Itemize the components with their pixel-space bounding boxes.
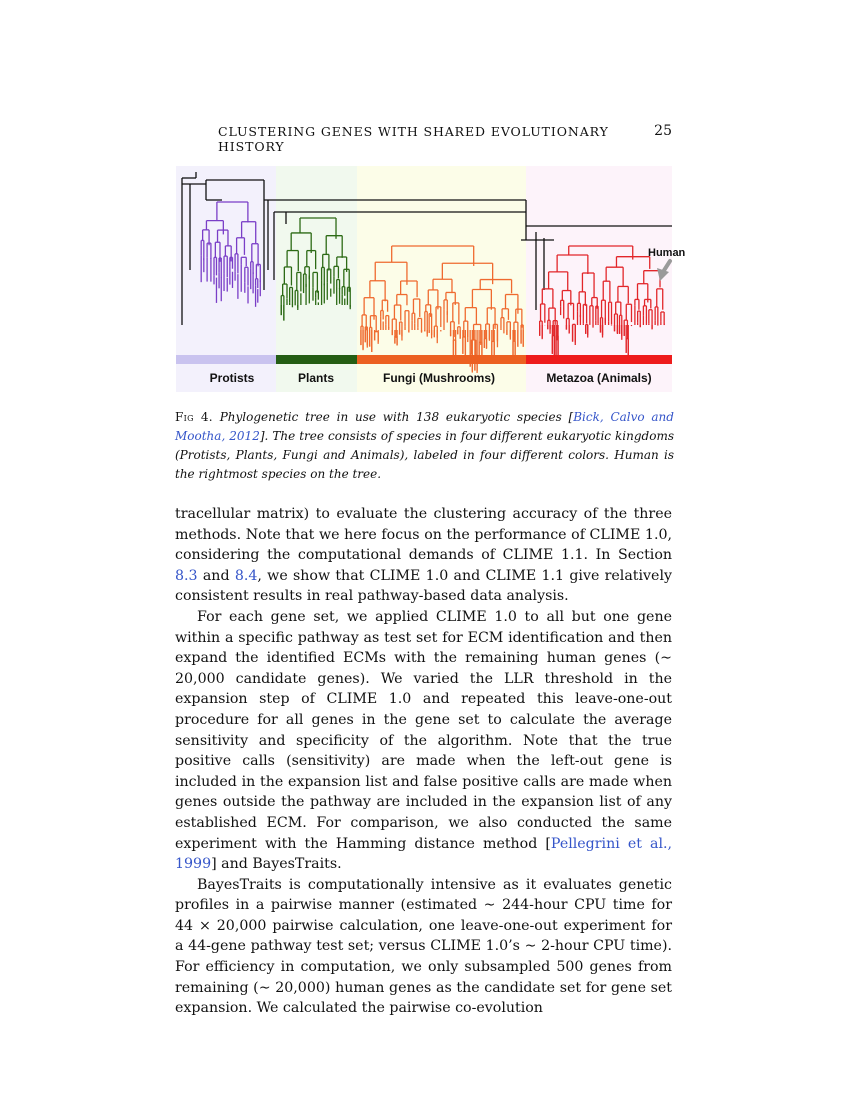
p1-text-a: tracellular matrix) to evaluate the clustering accuracy of the three methods. Note that we here focus on the performance of CLIME 1.0, considering the computational demands of CLIME 1.1. In Section (175, 506, 672, 564)
figure-caption (175, 408, 674, 484)
section-8-4-link[interactable]: 8.4 (234, 567, 258, 584)
phylogenetic-tree-figure (176, 160, 686, 392)
p2-text-b: ] and BayesTraits. (211, 856, 342, 873)
plants-label: Plants (297, 371, 335, 385)
paragraph-3: BayesTraits is computationally intensive as it evaluates genetic profiles in a pairwise manner (estimated ∼ 244-hour CPU time for 44 × 20,000 pairwise calculation, one leave-one-out experiment for a 44-gene pathway test set; versus CLIME 1.0’s ∼ 2-hour CPU time). For efficiency in computation, we only subsampled 500 genes from remaining (∼ 20,000) human genes as the candidate set for gene set expansion. We calculated the pairwise co-evolution (175, 876, 672, 1017)
fungi-label: Fungi (Mushrooms) (383, 371, 495, 385)
pellegrini-citation-link[interactable]: Pellegrini et al., 1999 (175, 835, 672, 873)
p1-text-c: , we show that CLIME 1.0 and CLIME 1.1 give relatively consistent results in real pathway-based data analysis. (175, 567, 672, 605)
protists-label: Protists (209, 371, 255, 385)
p1-text-b: and (197, 567, 235, 584)
running-header (176, 123, 672, 154)
protists-strip (176, 355, 276, 364)
metazoa-strip (526, 355, 672, 364)
body-text (175, 504, 672, 1019)
human-callout-label: Human (648, 247, 686, 259)
tree-svg (176, 160, 686, 392)
paragraph-2 (175, 607, 672, 875)
running-title: CLUSTERING GENES WITH SHARED EVOLUTIONARY HISTORY (218, 124, 609, 154)
section-8-3-link[interactable]: 8.3 (175, 567, 198, 584)
figure-label: Fig 4. (175, 410, 213, 424)
caption-citation-link[interactable]: Bick, Calvo and Mootha, 2012 (175, 410, 674, 443)
caption-text-after: ]. The tree consists of species in four different eukaryotic kingdoms (Protists, Plants, Fungi and Animals), labeled in four different colors. Human is the rightmost species on the tree. (175, 429, 674, 481)
paragraph-1 (175, 504, 672, 607)
metazoa-label: Metazoa (Animals) (546, 371, 652, 385)
caption-text-before: Phylogenetic tree in use with 138 eukaryotic species [ (219, 410, 574, 424)
fungi-strip (357, 355, 526, 364)
plants-strip (276, 355, 357, 364)
page-number: 25 (654, 123, 672, 139)
p2-text-a: For each gene set, we applied CLIME 1.0 to all but one gene within a specific pathway as test set for ECM identification and then expand the identified ECMs with the remaining human genes (∼ 20,000 candidate genes). We varied the LLR threshold in the expansion step of CLIME 1.0 and repeated this leave-one-out procedure for all genes in the gene set to calculate the average sensitivity and specificity of the algorithm. Note that the true positive calls (sensitivity) are made when the left-out gene is included in the expansion list and false positive calls are made when genes outside the pathway are included in the expansion list of any established ECM. For comparison, we also conducted the same experiment with the Hamming distance method [ (175, 608, 672, 852)
